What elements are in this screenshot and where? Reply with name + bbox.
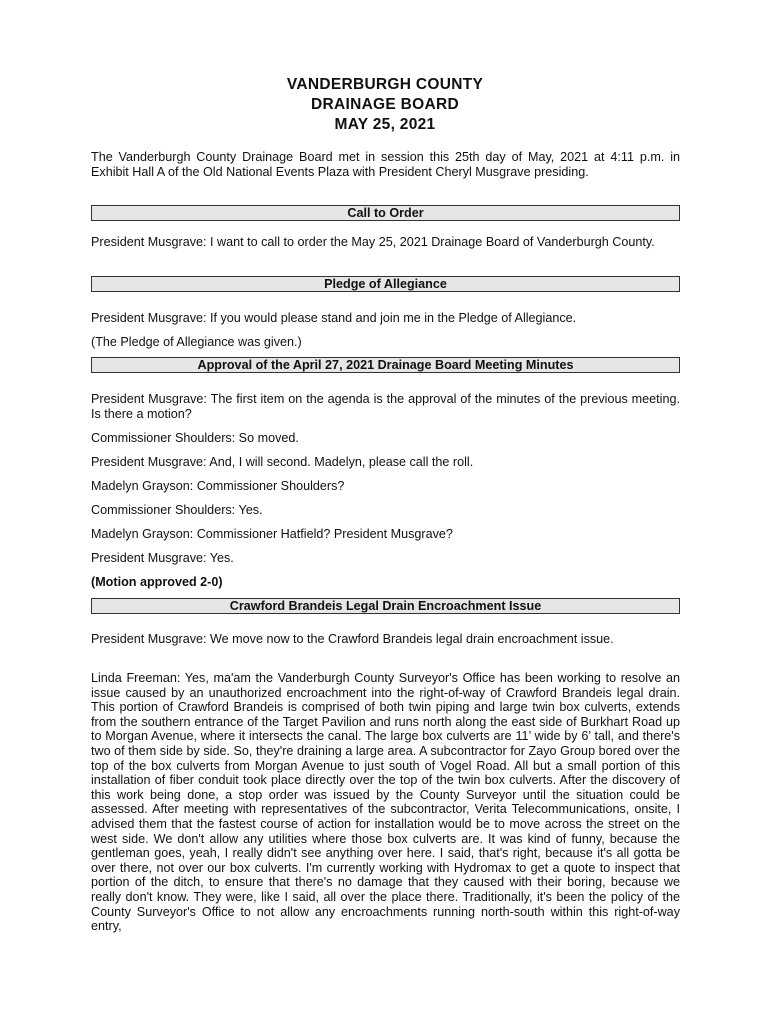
pledge-paragraph-2: (The Pledge of Allegiance was given.)	[91, 335, 302, 349]
crawford-paragraph-2: Linda Freeman: Yes, ma'am the Vanderburgh County Surveyor's Office has been working to resolve an issue caused by an unauthorized encroachment into the right-of-way of Crawford Brandeis legal drain. This portion of Crawford Brandeis is comprised of both twin piping and large twin box culverts, extends from the southern entrance of the Target Pavilion and runs north along the east side of Burkhart Road up to Morgan Avenue, where it intersects the canal. The large box culverts are 11’ wide by 6’ tall, and there's two of them side by side. So, they're draining a large area. A subcontractor for Zayo Group bored over the top of the box culverts from Morgan Avenue to just south of Vogel Road. All but a small portion of this installation of fiber conduit took place directly over the top of the twin box culverts. After the discovery of this work being done, a stop order was issued by the County Surveyor until the situation could be assessed. After meeting with representatives of the subcontractor, Verita Telecommunications, onsite, I advised them that the fastest course of action for installation would be to move across the street on the west side. We don't allow any utilities where those box culverts are. It was kind of funny, because the gentleman goes, yeah, I really didn't see anything over here. I said, that's right, because it's all gotta be over there, not over our box culverts. I'm currently working with Hydromax to get a quote to inspect that portion of the ditch, to ensure that there's no damage that they caused with their boring, because we really don't know. They were, like I said, all over the place there. Traditionally, it's been the policy of the County Surveyor's Office to not allow any encroachments running north-south within this right-of-way entry,	[91, 671, 680, 934]
doc-title-date: MAY 25, 2021	[334, 116, 436, 133]
minutes-paragraph-1: President Musgrave: The first item on the agenda is the approval of the minutes of the previous meeting. Is there a motion?	[91, 392, 680, 421]
intro-paragraph: The Vanderburgh County Drainage Board met in session this 25th day of May, 2021 at 4:11 p.m. in Exhibit Hall A of the Old National Events Plaza with President Cheryl Musgrave presiding.	[91, 150, 680, 179]
minutes-paragraph-7: President Musgrave: Yes.	[91, 551, 234, 565]
minutes-paragraph-2: Commissioner Shoulders: So moved.	[91, 431, 299, 445]
section-heading-crawford: Crawford Brandeis Legal Drain Encroachment Issue	[91, 598, 680, 614]
minutes-paragraph-6: Madelyn Grayson: Commissioner Hatfield? President Musgrave?	[91, 527, 453, 541]
minutes-paragraph-5: Commissioner Shoulders: Yes.	[91, 503, 263, 517]
doc-title-board: DRAINAGE BOARD	[310, 96, 459, 113]
section-heading-minutes: Approval of the April 27, 2021 Drainage Board Meeting Minutes	[91, 357, 680, 373]
call-to-order-text: President Musgrave: I want to call to order the May 25, 2021 Drainage Board of Vanderburgh County.	[91, 235, 655, 249]
crawford-paragraph-1: President Musgrave: We move now to the Crawford Brandeis legal drain encroachment issue.	[91, 632, 614, 646]
section-heading-pledge: Pledge of Allegiance	[91, 276, 680, 292]
motion-result: (Motion approved 2-0)	[91, 575, 223, 589]
minutes-paragraph-3: President Musgrave: And, I will second. Madelyn, please call the roll.	[91, 455, 474, 469]
doc-title-county: VANDERBURGH COUNTY	[286, 76, 484, 93]
minutes-paragraph-4: Madelyn Grayson: Commissioner Shoulders?	[91, 479, 345, 493]
section-heading-call-to-order: Call to Order	[91, 205, 680, 221]
pledge-paragraph-1: President Musgrave: If you would please stand and join me in the Pledge of Allegiance.	[91, 311, 577, 325]
